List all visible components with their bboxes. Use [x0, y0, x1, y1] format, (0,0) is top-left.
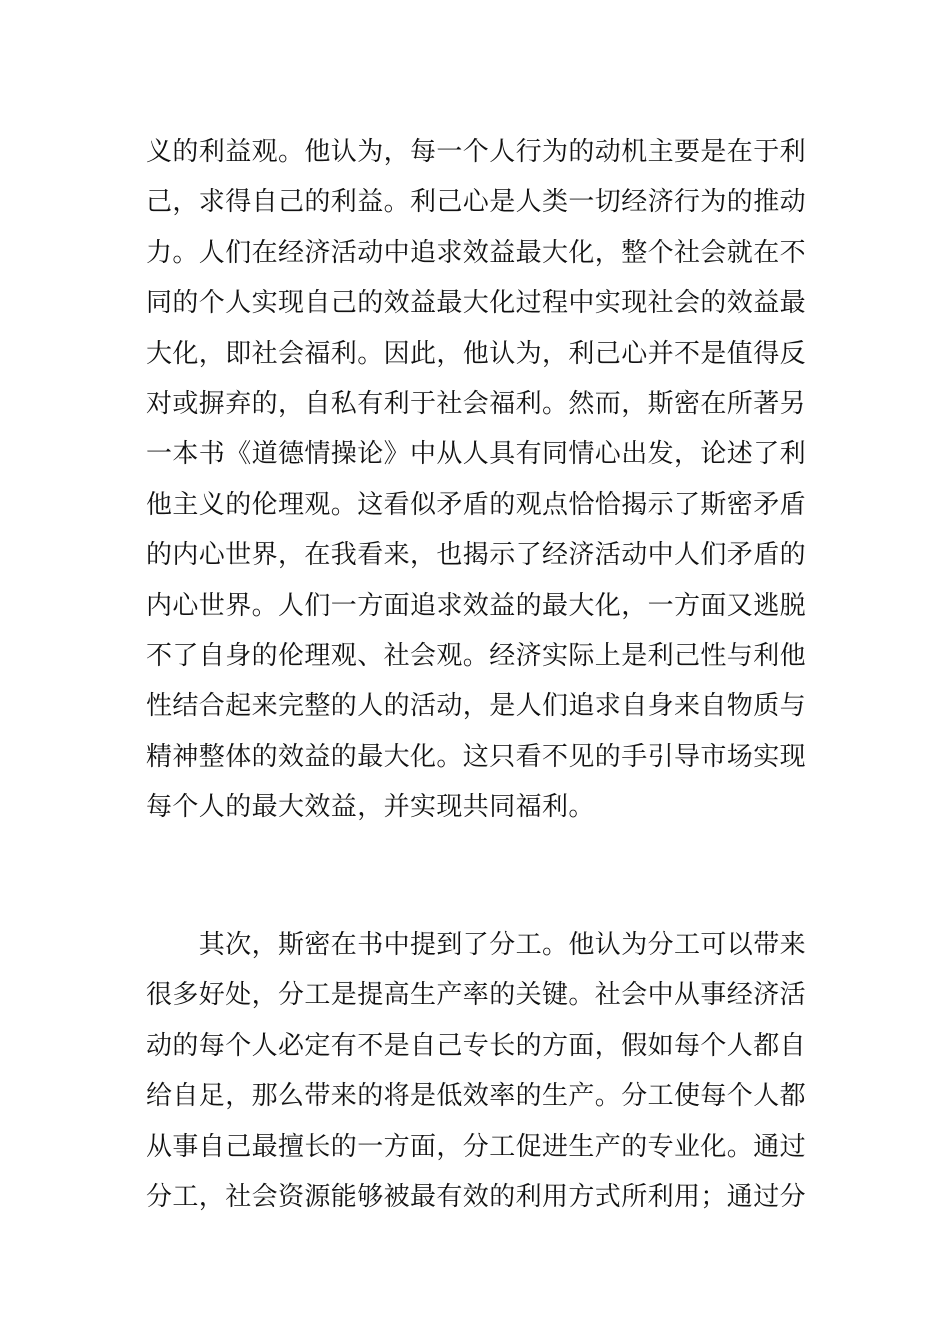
text-line: 大化，即社会福利。因此，他认为，利己心并不是值得反: [146, 338, 807, 369]
text-line: 内心世界。人们一方面追求效益的最大化，一方面又逃脱: [146, 590, 807, 621]
paragraph-self-interest: [146, 127, 816, 832]
text-line: 一本书《道德情操论》中从人具有同情心出发，论述了利: [146, 439, 807, 470]
text-line: 他主义的伦理观。这看似矛盾的观点恰恰揭示了斯密矛盾: [146, 489, 807, 520]
text-line: 精神整体的效益的最大化。这只看不见的手引导市场实现: [146, 741, 807, 772]
text-line: 义的利益观。他认为，每一个人行为的动机主要是在于利: [146, 137, 807, 167]
text-line: 给自足，那么带来的将是低效率的生产。分工使每个人都: [146, 1081, 807, 1112]
text-line: 动的每个人必定有不是自己专长的方面，假如每个人都自: [146, 1030, 807, 1061]
paragraph-division-of-labor: [146, 920, 816, 1222]
text-line: 分工，社会资源能够被最有效的利用方式所利用；通过分: [146, 1181, 807, 1212]
text-line: 己，求得自己的利益。利己心是人类一切经济行为的推动: [146, 187, 807, 218]
text-line: 同的个人实现自己的效益最大化过程中实现社会的效益最: [146, 288, 807, 319]
text-line: 力。人们在经济活动中追求效益最大化，整个社会就在不: [146, 237, 807, 268]
text-line: 不了自身的伦理观、社会观。经济实际上是利己性与利他: [146, 640, 807, 671]
text-line: 性结合起来完整的人的活动，是人们追求自身来自物质与: [146, 691, 807, 722]
text-line: 很多好处，分工是提高生产率的关键。社会中从事经济活: [146, 980, 807, 1011]
text-line: 的内心世界，在我看来，也揭示了经济活动中人们矛盾的: [146, 540, 807, 571]
text-line: 每个人的最大效益，并实现共同福利。: [146, 792, 595, 823]
text-line: 从事自己最擅长的一方面，分工促进生产的专业化。通过: [146, 1131, 807, 1162]
text-line: 对或摒弃的，自私有利于社会福利。然而，斯密在所著另: [146, 388, 807, 419]
text-line: 其次，斯密在书中提到了分工。他认为分工可以带来: [146, 930, 807, 960]
